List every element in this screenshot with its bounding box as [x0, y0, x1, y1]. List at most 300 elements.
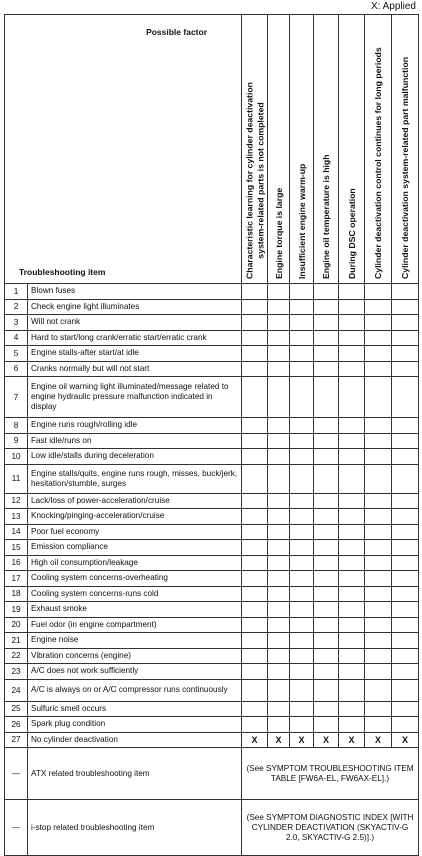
factor-cell: [290, 509, 314, 525]
factor-cell: [314, 602, 339, 618]
reference-link-text[interactable]: (See SYMPTOM DIAGNOSTIC INDEX [WITH CYLINDER DEACTIVATION (SKYACTIV-G 2.0, SKYACTIV-G 2.5)].): [242, 800, 419, 856]
factor-cell: [365, 524, 392, 540]
row-number: 21: [5, 633, 28, 649]
row-item-text: Engine stalls/quits, engine runs rough, misses, buck/jerk, hesitation/stumble, surges: [28, 464, 242, 493]
table-row: [5, 509, 419, 525]
factor-cell: [339, 679, 365, 701]
row-number: —: [5, 748, 28, 800]
factor-cell: [314, 433, 339, 449]
factor-cell: [242, 509, 268, 525]
factor-cell: [314, 346, 339, 362]
table-row: [5, 330, 419, 346]
factor-cell: [339, 449, 365, 465]
factor-cell: [339, 299, 365, 315]
factor-cell: [268, 633, 290, 649]
factor-cell: [339, 284, 365, 300]
factor-cell: [392, 377, 419, 418]
factor-cell: [290, 330, 314, 346]
factor-cell: [314, 418, 339, 434]
factor-cell: [268, 571, 290, 587]
factor-cell: [339, 633, 365, 649]
factor-cell: [268, 377, 290, 418]
factor-cell: [290, 299, 314, 315]
factor-cell: [365, 633, 392, 649]
factor-cell: [290, 633, 314, 649]
factor-cell: [365, 540, 392, 556]
factor-cell: [314, 555, 339, 571]
row-number: 27: [5, 732, 28, 748]
row-number: 23: [5, 664, 28, 680]
factor-cell: [392, 493, 419, 509]
factor-cell: [290, 284, 314, 300]
factor-header-3: [290, 15, 314, 284]
row-item-text: Hard to start/long crank/erratic start/erratic crank: [28, 330, 242, 346]
factor-cell: [314, 664, 339, 680]
factor-cell: [365, 330, 392, 346]
factor-cell: [268, 464, 290, 493]
table-body: [5, 284, 419, 856]
row-item-text: Engine oil warning light illuminated/message related to engine hydraulic pressure malfunction indicated in display: [28, 377, 242, 418]
row-number: 1: [5, 284, 28, 300]
factor-cell: [392, 664, 419, 680]
factor-cell: [242, 330, 268, 346]
factor-3-label: Insufficient engine warm-up: [296, 163, 307, 279]
factor-cell: [339, 586, 365, 602]
factor-cell: [339, 315, 365, 331]
factor-cell: [242, 617, 268, 633]
troubleshooting-table: [4, 14, 419, 856]
factor-6-label: Cylinder deactivation control continues for long periods: [372, 47, 383, 279]
row-number: 3: [5, 315, 28, 331]
row-item-text: Engine runs rough/rolling idle: [28, 418, 242, 434]
factor-cell: [365, 509, 392, 525]
table-row: [5, 664, 419, 680]
factor-cell: [242, 664, 268, 680]
table-row: [5, 433, 419, 449]
factor-cell: [290, 361, 314, 377]
factor-cell: [290, 602, 314, 618]
factor-cell: X: [339, 732, 365, 748]
factor-cell: [314, 617, 339, 633]
factor-cell: [242, 346, 268, 362]
factor-cell: [339, 540, 365, 556]
factor-cell: [392, 433, 419, 449]
table-row: [5, 418, 419, 434]
factor-cell: [365, 701, 392, 717]
factor-cell: [314, 377, 339, 418]
factor-cell: [242, 679, 268, 701]
table-row: [5, 617, 419, 633]
factor-cell: X: [242, 732, 268, 748]
factor-cell: [242, 540, 268, 556]
factor-cell: [290, 586, 314, 602]
factor-cell: [339, 664, 365, 680]
row-item-text: High oil consumption/leakage: [28, 555, 242, 571]
factor-cell: [365, 617, 392, 633]
reference-row: [5, 748, 419, 800]
row-number: 17: [5, 571, 28, 587]
factor-cell: [365, 586, 392, 602]
factor-cell: [268, 602, 290, 618]
factor-cell: [365, 679, 392, 701]
table-row: [5, 361, 419, 377]
factor-cell: [392, 633, 419, 649]
table-header-row: [5, 15, 419, 284]
factor-cell: [392, 586, 419, 602]
factor-1-line1: Characteristic learning for cylinder deactivation: [244, 82, 254, 279]
factor-cell: [314, 493, 339, 509]
table-row: [5, 299, 419, 315]
factor-cell: [268, 717, 290, 733]
factor-cell: [290, 617, 314, 633]
factor-cell: [392, 346, 419, 362]
factor-cell: [365, 493, 392, 509]
factor-cell: [268, 299, 290, 315]
factor-1-line2: system-related parts is not completed: [254, 102, 265, 259]
factor-cell: [392, 299, 419, 315]
factor-cell: [268, 509, 290, 525]
factor-cell: [290, 524, 314, 540]
row-item-text: Engine noise: [28, 633, 242, 649]
table-row: [5, 449, 419, 465]
factor-cell: [365, 555, 392, 571]
factor-cell: [365, 449, 392, 465]
factor-cell: [392, 701, 419, 717]
table-row: [5, 493, 419, 509]
row-item-text: Cooling system concerns-runs cold: [28, 586, 242, 602]
row-number: 7: [5, 377, 28, 418]
table-row: [5, 377, 419, 418]
factor-cell: [365, 664, 392, 680]
factor-cell: [392, 602, 419, 618]
factor-cell: [290, 493, 314, 509]
factor-cell: [242, 493, 268, 509]
factor-cell: [339, 361, 365, 377]
row-item-text: Sulfuric smell occurs: [28, 701, 242, 717]
factor-cell: [290, 648, 314, 664]
factor-cell: [242, 571, 268, 587]
factor-cell: [365, 299, 392, 315]
row-item-text: Fuel odor (in engine compartment): [28, 617, 242, 633]
factor-cell: [290, 377, 314, 418]
factor-cell: [290, 540, 314, 556]
factor-cell: [268, 586, 290, 602]
factor-4-label: Engine oil temperature is high: [320, 154, 331, 279]
factor-cell: [365, 361, 392, 377]
row-number: —: [5, 800, 28, 856]
legend-text: X: Applied: [370, 1, 416, 12]
factor-cell: [242, 433, 268, 449]
table-row: [5, 717, 419, 733]
factor-cell: [314, 633, 339, 649]
factor-cell: [339, 418, 365, 434]
factor-header-6: [365, 15, 392, 284]
row-number: 16: [5, 555, 28, 571]
factor-cell: [314, 586, 339, 602]
factor-cell: [392, 330, 419, 346]
table-row: [5, 648, 419, 664]
factor-cell: [268, 555, 290, 571]
factor-cell: [268, 540, 290, 556]
factor-cell: [268, 664, 290, 680]
factor-cell: [242, 633, 268, 649]
table-row: [5, 540, 419, 556]
row-number: 15: [5, 540, 28, 556]
factor-cell: [242, 555, 268, 571]
factor-cell: [392, 361, 419, 377]
factor-cell: [242, 315, 268, 331]
factor-cell: [268, 330, 290, 346]
factor-cell: [314, 524, 339, 540]
factor-cell: [392, 648, 419, 664]
row-item-text: ATX related troubleshooting item: [28, 748, 242, 800]
possible-factor-label: Possible factor: [146, 27, 207, 37]
factor-cell: [314, 449, 339, 465]
factor-cell: [365, 418, 392, 434]
factor-cell: [339, 571, 365, 587]
row-number: 18: [5, 586, 28, 602]
factor-cell: [268, 361, 290, 377]
row-item-text: Cooling system concerns-overheating: [28, 571, 242, 587]
row-number: 8: [5, 418, 28, 434]
factor-cell: [365, 571, 392, 587]
factor-2-label: Engine torque is large: [273, 187, 284, 279]
factor-cell: [339, 493, 365, 509]
factor-cell: [268, 648, 290, 664]
factor-cell: [242, 464, 268, 493]
factor-cell: [392, 617, 419, 633]
row-number: 10: [5, 449, 28, 465]
factor-cell: [290, 701, 314, 717]
row-item-text: Exhaust smoke: [28, 602, 242, 618]
row-number: 6: [5, 361, 28, 377]
row-number: 25: [5, 701, 28, 717]
factor-cell: [392, 555, 419, 571]
factor-cell: [339, 717, 365, 733]
row-number: 14: [5, 524, 28, 540]
factor-cell: [392, 717, 419, 733]
factor-cell: X: [392, 732, 419, 748]
factor-cell: [365, 717, 392, 733]
factor-cell: [242, 717, 268, 733]
table-row: [5, 679, 419, 701]
factor-cell: [339, 701, 365, 717]
table-row: [5, 464, 419, 493]
factor-cell: [242, 701, 268, 717]
factor-cell: [314, 679, 339, 701]
table-row: [5, 732, 419, 748]
factor-cell: [314, 509, 339, 525]
factor-cell: [365, 464, 392, 493]
factor-cell: [268, 617, 290, 633]
row-item-text: Vibration concerns (engine): [28, 648, 242, 664]
row-item-text: Knocking/pinging-acceleration/cruise: [28, 509, 242, 525]
factor-cell: [242, 284, 268, 300]
factor-cell: [290, 464, 314, 493]
factor-cell: [339, 464, 365, 493]
factor-cell: [268, 679, 290, 701]
factor-cell: [392, 679, 419, 701]
factor-cell: [242, 449, 268, 465]
factor-cell: [392, 571, 419, 587]
factor-cell: [290, 555, 314, 571]
factor-cell: [268, 284, 290, 300]
row-item-text: Cranks normally but will not start: [28, 361, 242, 377]
factor-cell: [314, 284, 339, 300]
row-number: 5: [5, 346, 28, 362]
factor-cell: [339, 377, 365, 418]
factor-cell: X: [365, 732, 392, 748]
factor-cell: [268, 433, 290, 449]
factor-cell: [392, 464, 419, 493]
factor-cell: [314, 464, 339, 493]
factor-header-7: [392, 15, 419, 284]
table-row: [5, 284, 419, 300]
factor-cell: [339, 524, 365, 540]
factor-cell: [242, 377, 268, 418]
factor-cell: [339, 433, 365, 449]
factor-cell: X: [314, 732, 339, 748]
row-item-text: Spark plug condition: [28, 717, 242, 733]
factor-cell: X: [290, 732, 314, 748]
factor-header-5: [339, 15, 365, 284]
table-row: [5, 315, 419, 331]
row-item-text: Low idle/stalls during deceleration: [28, 449, 242, 465]
factor-cell: [365, 346, 392, 362]
factor-cell: [290, 315, 314, 331]
factor-cell: [365, 433, 392, 449]
factor-cell: [268, 418, 290, 434]
factor-cell: [365, 602, 392, 618]
factor-cell: [242, 648, 268, 664]
row-item-text: Check engine light illuminates: [28, 299, 242, 315]
factor-cell: [290, 679, 314, 701]
row-item-text: Emission compliance: [28, 540, 242, 556]
factor-5-label: During DSC operation: [346, 188, 357, 279]
row-number: 24: [5, 679, 28, 701]
row-number: 4: [5, 330, 28, 346]
row-item-text: No cylinder deactivation: [28, 732, 242, 748]
row-number: 12: [5, 493, 28, 509]
factor-cell: [339, 617, 365, 633]
troubleshooting-item-label: Troubleshooting item: [19, 267, 106, 277]
factor-cell: [365, 315, 392, 331]
row-item-text: Poor fuel economy: [28, 524, 242, 540]
factor-cell: [290, 433, 314, 449]
factor-cell: [314, 717, 339, 733]
factor-cell: [365, 284, 392, 300]
factor-cell: [314, 315, 339, 331]
factor-cell: [268, 315, 290, 331]
factor-cell: [314, 648, 339, 664]
row-number: 19: [5, 602, 28, 618]
factor-cell: [314, 299, 339, 315]
factor-cell: [314, 701, 339, 717]
table-row: [5, 602, 419, 618]
table-row: [5, 346, 419, 362]
factor-cell: [392, 524, 419, 540]
row-number: 26: [5, 717, 28, 733]
factor-cell: [242, 602, 268, 618]
factor-cell: [268, 701, 290, 717]
factor-cell: [268, 524, 290, 540]
header-corner-cell: [5, 15, 242, 284]
factor-cell: [290, 571, 314, 587]
factor-cell: [242, 418, 268, 434]
factor-cell: [339, 509, 365, 525]
factor-cell: [392, 418, 419, 434]
factor-cell: [314, 540, 339, 556]
row-item-text: i-stop related troubleshooting item: [28, 800, 242, 856]
factor-cell: X: [268, 732, 290, 748]
factor-cell: [392, 315, 419, 331]
table-row: [5, 701, 419, 717]
factor-cell: [314, 571, 339, 587]
row-number: 20: [5, 617, 28, 633]
row-item-text: Fast idle/runs on: [28, 433, 242, 449]
row-number: 9: [5, 433, 28, 449]
row-item-text: Will not crank: [28, 315, 242, 331]
factor-cell: [339, 602, 365, 618]
row-number: 22: [5, 648, 28, 664]
factor-header-4: [314, 15, 339, 284]
factor-cell: [339, 555, 365, 571]
row-number: 11: [5, 464, 28, 493]
table-row: [5, 524, 419, 540]
factor-cell: [314, 330, 339, 346]
factor-cell: [392, 540, 419, 556]
factor-7-label: Cylinder deactivation system-related part malfunction: [399, 56, 410, 279]
factor-cell: [242, 361, 268, 377]
factor-cell: [290, 664, 314, 680]
factor-cell: [392, 449, 419, 465]
row-item-text: A/C does not work sufficiently: [28, 664, 242, 680]
factor-cell: [314, 361, 339, 377]
factor-cell: [290, 717, 314, 733]
factor-cell: [290, 449, 314, 465]
factor-header-2: [268, 15, 290, 284]
row-item-text: A/C is always on or A/C compressor runs continuously: [28, 679, 242, 701]
factor-cell: [365, 377, 392, 418]
table-row: [5, 586, 419, 602]
factor-cell: [365, 648, 392, 664]
factor-cell: [290, 346, 314, 362]
factor-cell: [392, 509, 419, 525]
row-number: 2: [5, 299, 28, 315]
factor-header-1: [242, 15, 268, 284]
factor-cell: [290, 418, 314, 434]
row-item-text: Blown fuses: [28, 284, 242, 300]
row-item-text: Engine stalls-after start/at idle: [28, 346, 242, 362]
table-row: [5, 555, 419, 571]
factor-cell: [242, 299, 268, 315]
reference-link-text[interactable]: (See SYMPTOM TROUBLESHOOTING ITEM TABLE [FW6A-EL, FW6AX-EL].): [242, 748, 419, 800]
factor-cell: [392, 284, 419, 300]
factor-cell: [268, 493, 290, 509]
row-number: 13: [5, 509, 28, 525]
factor-cell: [268, 449, 290, 465]
factor-cell: [339, 648, 365, 664]
factor-cell: [242, 524, 268, 540]
factor-cell: [339, 330, 365, 346]
reference-row: [5, 800, 419, 856]
factor-cell: [339, 346, 365, 362]
factor-cell: [268, 346, 290, 362]
table-row: [5, 571, 419, 587]
factor-cell: [242, 586, 268, 602]
table-row: [5, 633, 419, 649]
row-item-text: Lack/loss of power-acceleration/cruise: [28, 493, 242, 509]
